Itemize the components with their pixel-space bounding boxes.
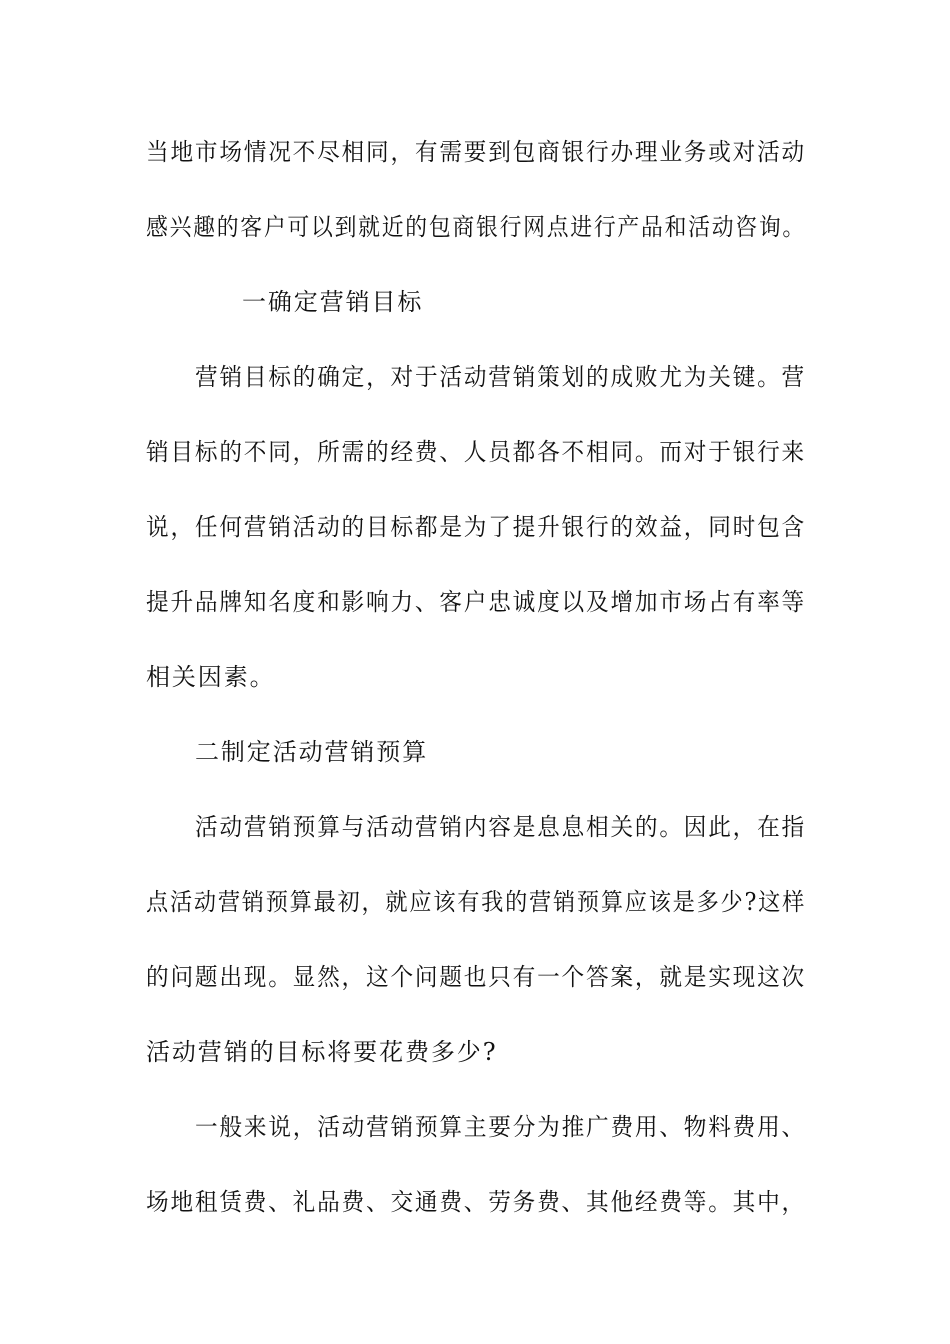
paragraph-line: 场地租赁费、礼品费、交通费、劳务费、其他经费等。其中， bbox=[146, 1188, 807, 1216]
paragraph-line: 的问题出现。显然，这个问题也只有一个答案，就是实现这次 bbox=[146, 963, 807, 991]
paragraph-line: 活动营销预算与活动营销内容是息息相关的。因此，在指 bbox=[195, 813, 806, 841]
paragraph-line: 提升品牌知名度和影响力、客户忠诚度以及增加市场占有率等 bbox=[146, 588, 807, 616]
paragraph-line: 一般来说，活动营销预算主要分为推广费用、物料费用、 bbox=[195, 1113, 806, 1141]
paragraph-line: 销目标的不同，所需的经费、人员都各不相同。而对于银行来 bbox=[146, 438, 807, 466]
paragraph-line: 说，任何营销活动的目标都是为了提升银行的效益，同时包含 bbox=[146, 513, 807, 541]
paragraph-line: 活动营销的目标将要花费多少? bbox=[146, 1038, 498, 1066]
section-heading: 二制定活动营销预算 bbox=[195, 738, 429, 766]
paragraph-line: 相关因素。 bbox=[146, 663, 276, 691]
paragraph-line: 点活动营销预算最初，就应该有我的营销预算应该是多少?这样 bbox=[146, 888, 807, 916]
section-heading: 一确定营销目标 bbox=[242, 288, 424, 316]
paragraph-line: 营销目标的确定，对于活动营销策划的成败尤为关键。营 bbox=[195, 363, 806, 391]
paragraph-line: 当地市场情况不尽相同，有需要到包商银行办理业务或对活动 bbox=[146, 138, 807, 166]
paragraph-line: 感兴趣的客户可以到就近的包商银行网点进行产品和活动咨询。 bbox=[146, 213, 807, 241]
